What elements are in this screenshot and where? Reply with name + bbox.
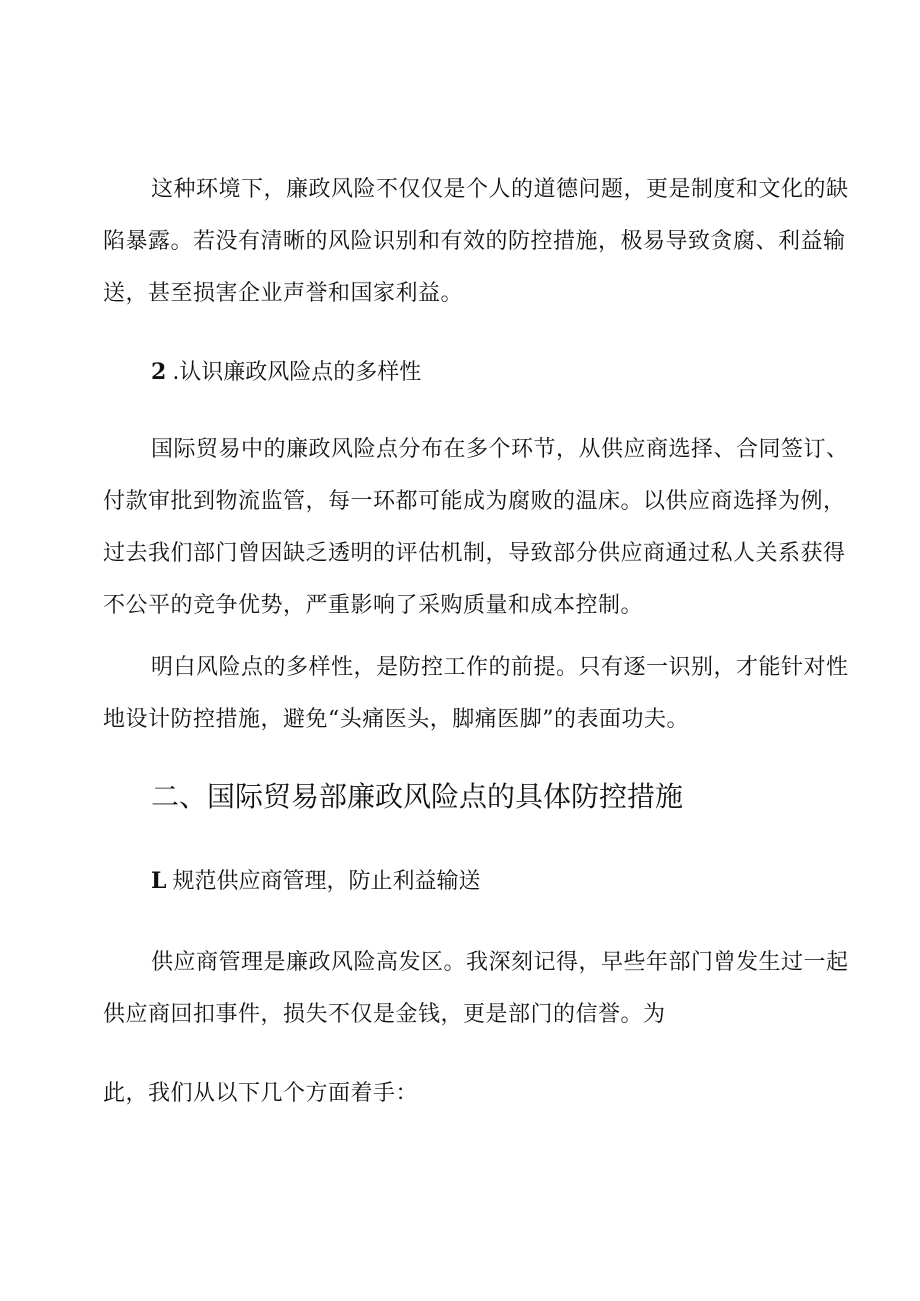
subheading-number: 2: [151, 359, 167, 385]
subheading-title: 规范供应商管理，防止利益输送: [172, 869, 481, 894]
subheading-number: L: [151, 868, 167, 894]
paragraph-line: 送，甚至损害企业声誉和国家利益。: [103, 281, 464, 306]
paragraph-line: 国际贸易中的廉政风险点分布在多个环节，从供应商选择、合同签订、: [151, 437, 849, 462]
paragraph-line: 供应商管理是廉政风险高发区。我深刻记得，早些年部门曾发生过一起: [151, 950, 849, 975]
paragraph-line: 这种环境下，廉政风险不仅仅是个人的道德问题，更是制度和文化的缺: [151, 177, 849, 202]
section-heading: 二、国际贸易部廉政风险点的具体防控措施: [151, 780, 684, 813]
paragraph-line: 过去我们部门曾因缺乏透明的评估机制，导致部分供应商通过私人关系获得: [103, 541, 846, 566]
paragraph-risk-points: [103, 424, 849, 632]
paragraph-line: 付款审批到物流监管，每一环都可能成为腐败的温床。以供应商选择为例，: [103, 489, 846, 514]
subheading-supplier-management: [151, 866, 480, 897]
paragraph-environment-risk: [103, 164, 849, 320]
subheading-risk-diversity: [151, 357, 421, 388]
paragraph-continuation: 此，我们从以下几个方面着手：: [103, 1081, 419, 1106]
paragraph-line: 供应商回扣事件，损失不仅是金钱，更是部门的信誉。为: [103, 1002, 666, 1027]
paragraph-line: 明白风险点的多样性，是防控工作的前提。只有逐一识别，才能针对性: [151, 655, 849, 680]
paragraph-prevention-premise: [103, 642, 849, 746]
paragraph-line: 不公平的竞争优势，严重影响了采购质量和成本控制。: [103, 593, 644, 618]
subheading-title: .认识廉政风险点的多样性: [172, 360, 422, 385]
paragraph-line: 陷暴露。若没有清晰的风险识别和有效的防控措施，极易导致贪腐、利益输: [103, 229, 846, 254]
paragraph-supplier-risk: [103, 937, 849, 1041]
paragraph-line: 地设计防控措施，避免“头痛医头，脚痛医脚”的表面功夫。: [103, 707, 689, 732]
